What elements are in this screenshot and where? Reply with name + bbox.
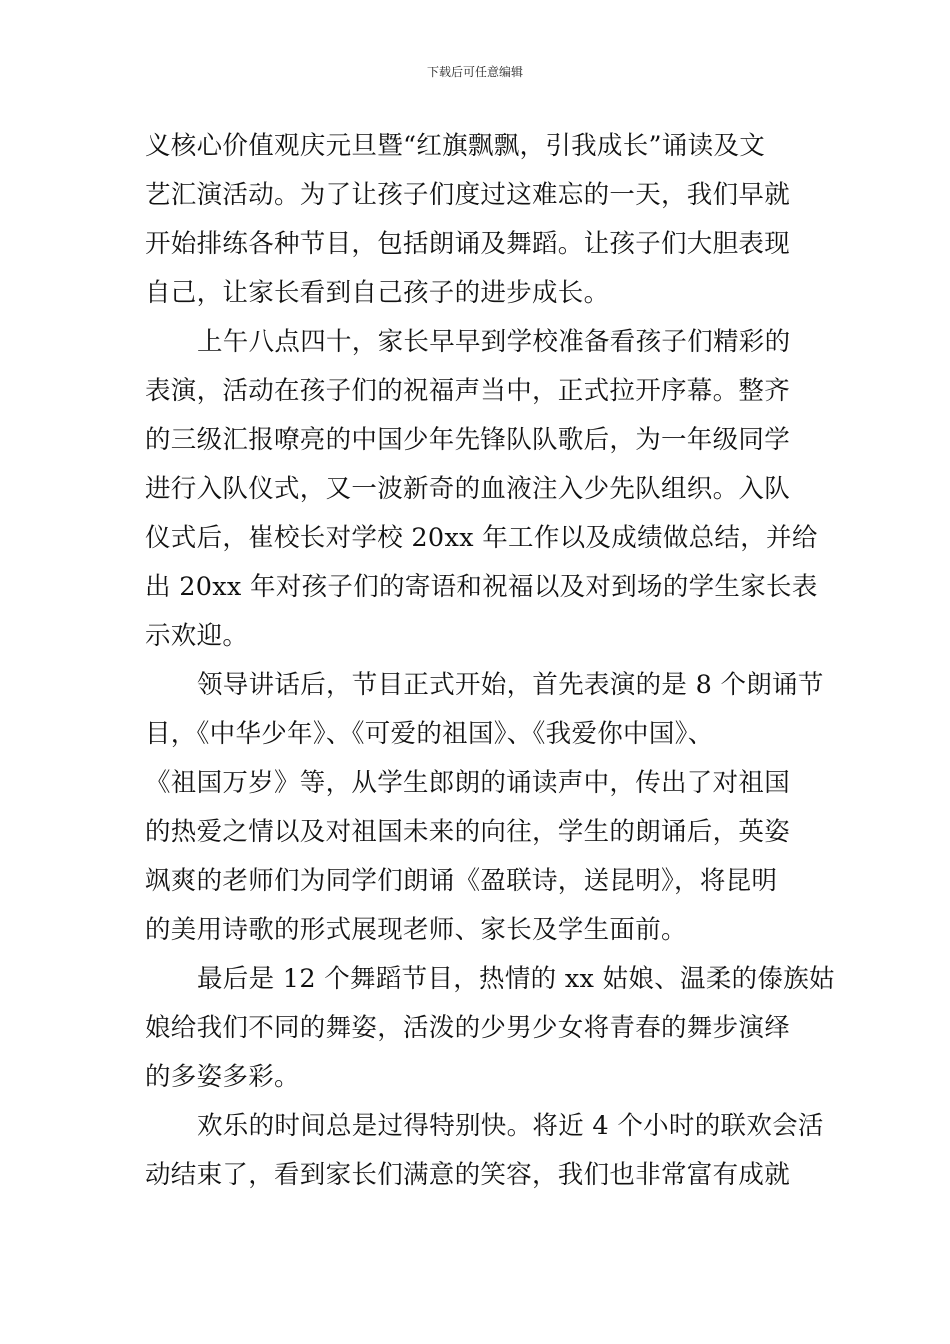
- text-line: 娘给我们不同的舞姿，活泼的少男少女将青春的舞步演绎: [145, 1013, 791, 1043]
- text-line: 飒爽的老师们为同学们朗诵《盈联诗，送昆明》，将昆明: [145, 866, 778, 896]
- text-line: 《祖国万岁》等，从学生郎朗的诵读声中，传出了对祖国: [145, 768, 791, 798]
- text-line: 出 20xx 年对孩子们的寄语和祝福以及对到场的学生家长表: [145, 572, 818, 602]
- text-line: 动结束了，看到家长们满意的笑容，我们也非常富有成就: [145, 1160, 791, 1190]
- text-line: 的美用诗歌的形式展现老师、家长及学生面前。: [145, 915, 687, 945]
- text-line: 欢乐的时间总是过得特别快。将近 4 个小时的联欢会活: [197, 1111, 824, 1141]
- text-line: 的热爱之情以及对祖国未来的向往，学生的朗诵后，英姿: [145, 817, 791, 847]
- text-line: 目，《中华少年》、《可爱的祖国》、《我爱你中国》、: [145, 719, 714, 749]
- paragraph: [145, 955, 835, 1102]
- text-line: 上午八点四十，家长早早到学校准备看孩子们精彩的: [197, 327, 791, 357]
- text-line: 的三级汇报嘹亮的中国少年先锋队队歌后，为一年级同学: [145, 425, 791, 455]
- paragraph: [145, 661, 824, 955]
- text-line: 开始排练各种节目，包括朗诵及舞蹈。让孩子们大胆表现: [145, 229, 791, 259]
- text-line: 最后是 12 个舞蹈节目，热情的 xx 姑娘、温柔的傣族姑: [197, 964, 835, 994]
- text-line: 表演，活动在孩子们的祝福声当中，正式拉开序幕。整齐: [145, 376, 791, 406]
- text-line: 艺汇演活动。为了让孩子们度过这难忘的一天，我们早就: [145, 180, 791, 210]
- text-line: 领导讲话后，节目正式开始，首先表演的是 8 个朗诵节: [197, 670, 824, 700]
- document-body: [145, 122, 835, 1200]
- text-line: 进行入队仪式，又一波新奇的血液注入少先队组织。入队: [145, 474, 791, 504]
- paragraph: [145, 318, 818, 661]
- text-line: 自己，让家长看到自己孩子的进步成长。: [145, 278, 610, 308]
- paragraph: [145, 122, 810, 318]
- page-header: 下载后可任意编辑: [426, 65, 523, 79]
- text-line: 示欢迎。: [145, 621, 249, 651]
- text-line: 的多姿多彩。: [145, 1062, 300, 1092]
- text-line: 义核心价值观庆元旦暨“红旗飘飘，引我成长”诵读及文: [145, 131, 766, 161]
- paragraph: [145, 1102, 824, 1200]
- text-line: 仪式后，崔校长对学校 20xx 年工作以及成绩做总结，并给: [145, 523, 818, 553]
